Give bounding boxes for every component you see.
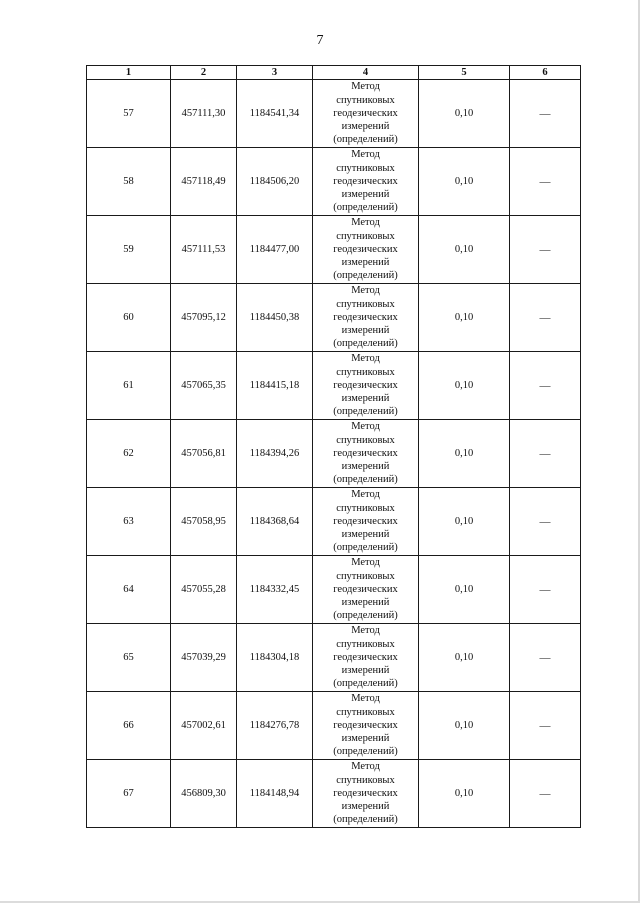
method-cell [313,624,419,692]
method-line: Метод [351,81,380,93]
method-cell [313,284,419,352]
accuracy-cell: 0,10 [419,488,510,556]
table-row [87,760,581,828]
method-line: измерений [341,461,390,473]
x-coordinate-cell: 457055,28 [171,556,237,624]
point-number-cell: 62 [87,420,171,488]
method-line: Метод [351,557,380,569]
method-line: измерений [341,733,390,745]
x-coordinate-cell: 457111,30 [171,80,237,148]
method-line: спутниковых [336,638,395,650]
method-line: измерений [341,393,390,405]
method-line: спутниковых [336,366,395,378]
method-cell [313,488,419,556]
method-line: геодезических [333,515,398,527]
method-line: геодезических [333,787,398,799]
method-line: Метод [351,217,380,229]
method-line: измерений [341,801,390,813]
method-cell [313,420,419,488]
point-number-cell: 57 [87,80,171,148]
method-line: спутниковых [336,502,395,514]
table-row [87,216,581,284]
method-line: спутниковых [336,162,395,174]
note-cell: — [510,148,581,216]
method-line: Метод [351,353,380,365]
y-coordinate-cell: 1184332,45 [237,556,313,624]
method-line: геодезических [333,447,398,459]
method-line: измерений [341,189,390,201]
point-number-cell: 66 [87,692,171,760]
method-line: Метод [351,761,380,773]
method-line: геодезических [333,719,398,731]
note-cell: — [510,216,581,284]
point-number-cell: 67 [87,760,171,828]
table-row [87,80,581,148]
x-coordinate-cell: 457065,35 [171,352,237,420]
table-row [87,284,581,352]
x-coordinate-cell: 457058,95 [171,488,237,556]
x-coordinate-cell: 457111,53 [171,216,237,284]
method-line: спутниковых [336,706,395,718]
method-line: (определений) [333,134,398,146]
header-cell-6: 6 [510,66,581,80]
accuracy-cell: 0,10 [419,80,510,148]
y-coordinate-cell: 1184394,26 [237,420,313,488]
note-cell: — [510,556,581,624]
note-cell: — [510,80,581,148]
method-line: Метод [351,285,380,297]
accuracy-cell: 0,10 [419,556,510,624]
method-line: (определений) [333,270,398,282]
table-header [87,66,581,80]
point-number-cell: 65 [87,624,171,692]
point-number-cell: 61 [87,352,171,420]
method-cell [313,556,419,624]
x-coordinate-cell: 457095,12 [171,284,237,352]
header-cell-2: 2 [171,66,237,80]
method-line: (определений) [333,678,398,690]
table-row [87,556,581,624]
method-line: спутниковых [336,298,395,310]
method-cell [313,692,419,760]
y-coordinate-cell: 1184368,64 [237,488,313,556]
header-row [87,66,581,80]
method-cell [313,352,419,420]
note-cell: — [510,488,581,556]
method-line: измерений [341,325,390,337]
y-coordinate-cell: 1184506,20 [237,148,313,216]
method-line: геодезических [333,107,398,119]
table-row [87,692,581,760]
table-row [87,420,581,488]
method-cell [313,760,419,828]
method-line: Метод [351,693,380,705]
note-cell: — [510,692,581,760]
method-line: спутниковых [336,774,395,786]
method-line: спутниковых [336,94,395,106]
y-coordinate-cell: 1184304,18 [237,624,313,692]
x-coordinate-cell: 456809,30 [171,760,237,828]
y-coordinate-cell: 1184415,18 [237,352,313,420]
accuracy-cell: 0,10 [419,352,510,420]
accuracy-cell: 0,10 [419,148,510,216]
header-cell-4: 4 [313,66,419,80]
method-line: геодезических [333,583,398,595]
method-line: измерений [341,121,390,133]
y-coordinate-cell: 1184276,78 [237,692,313,760]
method-line: Метод [351,149,380,161]
header-cell-1: 1 [87,66,171,80]
method-cell [313,216,419,284]
x-coordinate-cell: 457118,49 [171,148,237,216]
method-line: геодезических [333,311,398,323]
method-line: измерений [341,597,390,609]
method-line: Метод [351,489,380,501]
method-line: измерений [341,529,390,541]
method-line: геодезических [333,243,398,255]
header-cell-3: 3 [237,66,313,80]
note-cell: — [510,284,581,352]
method-line: геодезических [333,651,398,663]
table-row [87,148,581,216]
table-row [87,352,581,420]
method-line: (определений) [333,814,398,826]
note-cell: — [510,760,581,828]
accuracy-cell: 0,10 [419,692,510,760]
header-cell-5: 5 [419,66,510,80]
point-number-cell: 64 [87,556,171,624]
note-cell: — [510,624,581,692]
method-cell [313,148,419,216]
method-line: (определений) [333,474,398,486]
method-cell [313,80,419,148]
method-line: (определений) [333,202,398,214]
method-line: спутниковых [336,230,395,242]
x-coordinate-cell: 457056,81 [171,420,237,488]
y-coordinate-cell: 1184148,94 [237,760,313,828]
method-line: (определений) [333,406,398,418]
method-line: геодезических [333,379,398,391]
point-number-cell: 58 [87,148,171,216]
method-line: измерений [341,257,390,269]
point-number-cell: 60 [87,284,171,352]
method-line: измерений [341,665,390,677]
method-line: (определений) [333,542,398,554]
method-line: (определений) [333,610,398,622]
y-coordinate-cell: 1184477,00 [237,216,313,284]
method-line: геодезических [333,175,398,187]
note-cell: — [510,352,581,420]
method-line: (определений) [333,338,398,350]
page-number: 7 [316,33,324,48]
method-line: Метод [351,421,380,433]
table-body [87,80,581,828]
x-coordinate-cell: 457002,61 [171,692,237,760]
accuracy-cell: 0,10 [419,284,510,352]
note-cell: — [510,420,581,488]
y-coordinate-cell: 1184541,34 [237,80,313,148]
coordinates-table [86,65,581,828]
x-coordinate-cell: 457039,29 [171,624,237,692]
method-line: спутниковых [336,570,395,582]
method-line: Метод [351,625,380,637]
method-line: спутниковых [336,434,395,446]
accuracy-cell: 0,10 [419,420,510,488]
accuracy-cell: 0,10 [419,216,510,284]
y-coordinate-cell: 1184450,38 [237,284,313,352]
point-number-cell: 63 [87,488,171,556]
point-number-cell: 59 [87,216,171,284]
accuracy-cell: 0,10 [419,760,510,828]
table-row [87,624,581,692]
method-line: (определений) [333,746,398,758]
accuracy-cell: 0,10 [419,624,510,692]
table-row [87,488,581,556]
